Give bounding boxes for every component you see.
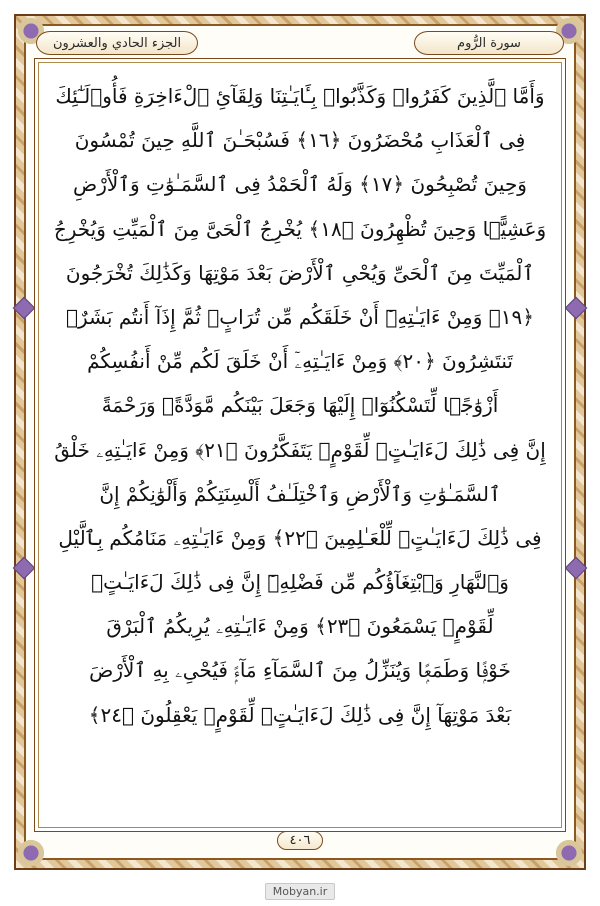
quran-text-block [46,74,554,810]
surah-name-cartouche [414,31,564,55]
quran-line: إِنَّ فِى ذَٰلِكَ لَءَايَـٰتٍۢ لِّقَوْمٍۢ يَتَفَكَّرُونَ ﴿٢١﴾ وَمِنْ ءَايَـٰتِهِۦ خَلْقُ [54,437,546,462]
juz-name-cartouche [36,31,198,55]
quran-line: ٱلْمَيِّتَ مِنَ ٱلْحَىِّ وَيُحْىِ ٱلْأَرْضَ بَعْدَ مَوْتِهَا وَكَذَٰلِكَ تُخْرَجُونَ [65,260,535,285]
quran-line: أَزْوَٰجًۭا لِّتَسْكُنُوٓا۟ إِلَيْهَا وَجَعَلَ بَيْنَكُم مَّوَدَّةًۭ وَرَحْمَةً [101,393,499,418]
site-watermark-label: Mobyan.ir [265,883,336,900]
quran-line: ٱلسَّمَـٰوَٰتِ وَٱلْأَرْضِ وَٱخْتِلَـٰفُ أَلْسِنَتِكُمْ وَأَلْوَٰنِكُمْ إِنَّ [99,481,501,506]
quran-line: خَوْفًۭا وَطَمَعًۭا وَيُنَزِّلُ مِنَ ٱلسَّمَآءِ مَآءًۭ فَيُحْىِۦ بِهِ ٱلْأَرْضَ [89,658,511,683]
page-number-value: ٤٠٦ [277,831,324,850]
quran-line: وَأَمَّا ٱلَّذِينَ كَفَرُوا۟ وَكَذَّبُوا۟ بِـَٔايَـٰتِنَا وَلِقَآئِ ٱلْءَاخِرَةِ فَأُو۟لَـٰٓئِكَ [55,84,545,108]
quran-line: بَعْدَ مَوْتِهَآ إِنَّ فِى ذَٰلِكَ لَءَايَـٰتٍۢ لِّقَوْمٍۢ يَعْقِلُونَ ﴿٢٤﴾ [88,702,512,727]
quran-line: لِّقَوْمٍۢ يَسْمَعُونَ ﴿٢٣﴾ وَمِنْ ءَايَـٰتِهِۦ يُرِيكُمُ ٱلْبَرْقَ [106,614,494,639]
quran-line: وَحِينَ تُصْبِحُونَ ﴿١٧﴾ وَلَهُ ٱلْحَمْدُ فِى ٱلسَّمَـٰوَٰتِ وَٱلْأَرْضِ [73,172,527,197]
juz-name-label: الجزء الحادي والعشرون [53,35,182,51]
quran-line: ﴿١٩﴾ وَمِنْ ءَايَـٰتِهِۦٓ أَنْ خَلَقَكُم مِّن تُرَابٍۢ ثُمَّ إِذَآ أَنتُم بَشَرٌۭ [66,304,534,329]
page-header [36,30,564,56]
quran-line: فِى ذَٰلِكَ لَءَايَـٰتٍۢ لِّلْعَـٰلِمِينَ ﴿٢٢﴾ وَمِنْ ءَايَـٰتِهِۦ مَنَامُكُم بِٱلَّيْلِ [58,525,542,550]
quran-line: فِى ٱلْعَذَابِ مُحْضَرُونَ ﴿١٦﴾ فَسُبْحَـٰنَ ٱللَّهِ حِينَ تُمْسُونَ [74,128,526,153]
surah-name-label: سورة الرُّوم [457,35,521,51]
quran-line: وَعَشِيًّۭا وَحِينَ تُظْهِرُونَ ﴿١٨﴾ يُخْرِجُ ٱلْحَىَّ مِنَ ٱلْمَيِّتِ وَيُخْرِجُ [53,216,547,241]
quran-line: تَنتَشِرُونَ ﴿٢٠﴾ وَمِنْ ءَايَـٰتِهِۦٓ أَنْ خَلَقَ لَكُم مِّنْ أَنفُسِكُمْ [87,349,513,374]
page-number [0,829,600,850]
quran-line: وَٱلنَّهَارِ وَٱبْتِغَآؤُكُم مِّن فَضْلِهِۦٓ إِنَّ فِى ذَٰلِكَ لَءَايَـٰتٍۢ [91,570,509,595]
site-watermark [0,885,600,898]
